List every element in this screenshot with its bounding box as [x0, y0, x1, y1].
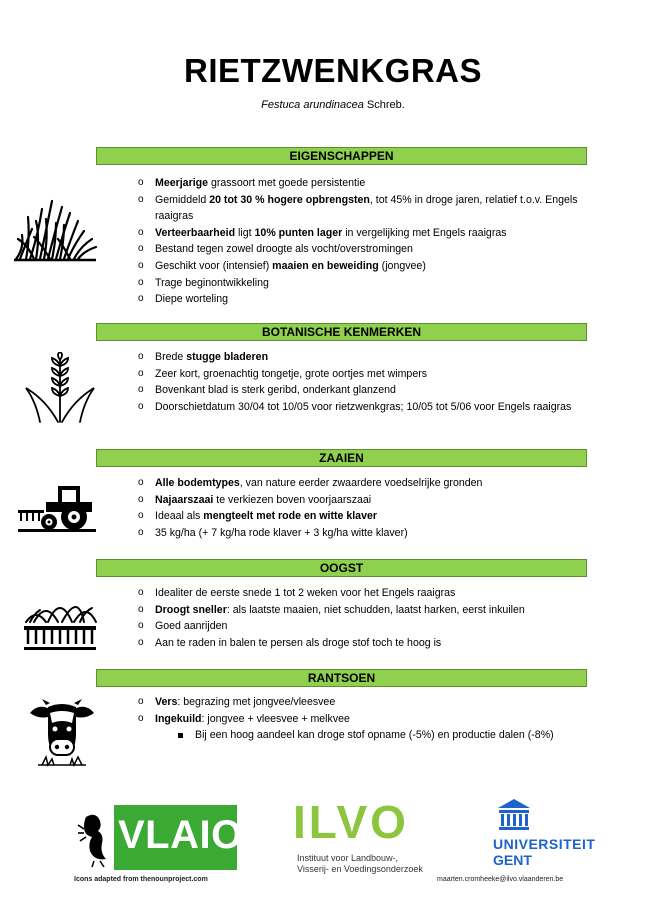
list-item	[138, 492, 588, 509]
circle-bullet-icon: o	[138, 696, 144, 707]
circle-bullet-icon: o	[138, 587, 144, 598]
bold-text: Ingekuild	[155, 712, 202, 725]
item-text: Idealiter de eerste snede 1 tot 2 weken voor het Engels raaigras	[155, 587, 456, 599]
item-text: Brede	[155, 351, 187, 363]
list-item	[138, 349, 588, 366]
item-text: Geschikt voor (intensief)	[155, 259, 273, 272]
icon-credit: Icons adapted from thenounproject.com	[74, 876, 208, 883]
bold-text: Droogt sneller	[155, 603, 227, 616]
list-rantsoen	[138, 694, 588, 727]
bold-text: Najaarszaai	[155, 493, 214, 506]
list-oogst	[138, 585, 588, 651]
list-item	[138, 225, 588, 242]
list-item	[138, 275, 588, 292]
bold-text: stugge bladeren	[186, 351, 269, 363]
list-item	[138, 694, 588, 711]
page-subtitle	[0, 99, 666, 111]
ilvo-subtitle-line1: Instituut voor Landbouw-,	[297, 853, 399, 863]
section-heading-eigenschappen: EIGENSCHAPPEN	[96, 147, 587, 165]
item-text: Aan te raden in balen te persen als droge stof toch te hoog is	[155, 636, 442, 649]
list-item	[138, 525, 588, 542]
list-item	[138, 382, 588, 399]
circle-bullet-icon: o	[138, 367, 144, 379]
circle-bullet-icon: o	[138, 384, 144, 396]
list-item	[138, 399, 588, 416]
list-eigenschappen	[138, 175, 588, 308]
list-item	[138, 585, 588, 602]
list-item	[138, 175, 588, 192]
item-text: Doorschietdatum 30/04 tot 10/05 voor rietzwenkgras; 10/05 tot 5/06 voor Engels raaigras	[155, 400, 572, 413]
item-text: , van nature eerder zwaardere voedselrijke gronden	[239, 477, 483, 489]
square-bullet-icon	[178, 733, 183, 738]
cow-icon	[28, 699, 96, 767]
circle-bullet-icon: o	[138, 493, 144, 505]
list-item	[138, 366, 588, 383]
item-text: (jongvee)	[378, 259, 426, 272]
grass-icon	[12, 195, 98, 263]
circle-bullet-icon: o	[138, 177, 144, 188]
bold-text: 20 tot 30 % hogere opbrengsten	[209, 193, 370, 206]
list-item	[138, 602, 588, 619]
rantsoen-subitem	[138, 727, 598, 744]
circle-bullet-icon: o	[138, 351, 144, 362]
section-heading-rantsoen: RANTSOEN	[96, 669, 587, 687]
section-heading-botanische-kenmerken: BOTANISCHE KENMERKEN	[96, 323, 587, 341]
item-text: in vergelijking met Engels raaigras	[342, 226, 507, 239]
item-text: Diepe worteling	[155, 293, 229, 306]
vlaio-wordmark: VLAIO	[118, 813, 243, 857]
item-text: Gemiddeld	[155, 193, 210, 206]
section-heading-zaaien: ZAAIEN	[96, 449, 587, 467]
bold-text: Meerjarige	[155, 177, 208, 189]
bold-text: 10% punten lager	[254, 226, 343, 239]
author-name: Schreb.	[363, 99, 405, 111]
list-item	[138, 508, 588, 525]
page-title: RIETZWENKGRAS	[184, 52, 482, 89]
circle-bullet-icon: o	[138, 620, 144, 632]
item-text: ligt	[235, 226, 255, 239]
circle-bullet-icon: o	[138, 259, 144, 271]
item-text: : jongvee + vleesvee + melkvee	[201, 712, 350, 725]
section-heading-oogst: OOGST	[96, 559, 587, 577]
list-item	[138, 618, 588, 635]
circle-bullet-icon: o	[138, 226, 144, 238]
latin-name: Festuca arundinacea	[261, 99, 364, 111]
tractor-icon	[18, 484, 96, 532]
ilvo-wordmark: ILVO	[293, 796, 409, 848]
circle-bullet-icon: o	[138, 276, 144, 288]
list-item	[138, 241, 588, 258]
circle-bullet-icon: o	[138, 510, 144, 522]
item-text: Ideaal als	[155, 510, 204, 523]
subitem-text: Bij een hoog aandeel kan droge stof opname (-5%) en productie dalen (-8%)	[195, 729, 554, 741]
list-item	[138, 258, 588, 275]
item-text: , tot 45% in droge jaren, relatief t.o.v. Engels raaigras	[155, 193, 578, 223]
circle-bullet-icon: o	[138, 400, 144, 412]
bold-text: Vers	[155, 696, 178, 708]
list-botanische-kenmerken	[138, 349, 588, 415]
list-item	[138, 635, 588, 652]
wheat-icon	[22, 352, 98, 424]
list-zaaien	[138, 475, 588, 541]
item-text: Bestand tegen zowel droogte als vocht/overstromingen	[155, 243, 413, 256]
harvest-icon	[22, 592, 98, 654]
item-text: te verkiezen boven voorjaarszaai	[213, 493, 372, 506]
item-text: Bovenkant blad is sterk geribd, onderkant glanzend	[155, 384, 396, 397]
circle-bullet-icon: o	[138, 293, 144, 305]
circle-bullet-icon: o	[138, 526, 144, 538]
item-text: Trage beginontwikkeling	[155, 276, 269, 289]
circle-bullet-icon: o	[138, 712, 144, 724]
circle-bullet-icon: o	[138, 243, 144, 255]
bold-text: maaien en beweiding	[272, 259, 379, 272]
item-text: grassoort met goede persistentie	[208, 177, 366, 189]
ilvo-subtitle-line2: Visserij- en Voedingsonderzoek	[297, 864, 423, 874]
ugent-wordmark-line1: UNIVERSITEIT	[493, 836, 596, 852]
list-item	[138, 711, 588, 728]
bold-text: mengteelt met rode en witte klaver	[203, 510, 377, 523]
circle-bullet-icon: o	[138, 477, 144, 488]
item-text: Zeer kort, groenachtig tongetje, grote oortjes met wimpers	[155, 367, 428, 380]
item-text: : als laatste maaien, niet schudden, laatst harken, eerst inkuilen	[226, 603, 525, 616]
item-text: Goed aanrijden	[155, 620, 228, 633]
bold-text: Verteerbaarheid	[155, 226, 236, 239]
list-item	[138, 192, 588, 225]
bold-text: Alle bodemtypes	[155, 477, 240, 489]
ugent-building-icon	[497, 798, 531, 832]
circle-bullet-icon: o	[138, 193, 144, 205]
item-text: 35 kg/ha (+ 7 kg/ha rode klaver + 3 kg/ha witte klaver)	[155, 526, 408, 539]
ugent-wordmark-line2: GENT	[493, 852, 532, 868]
list-item	[138, 475, 588, 492]
circle-bullet-icon: o	[138, 603, 144, 615]
circle-bullet-icon: o	[138, 636, 144, 648]
list-item	[138, 291, 588, 308]
item-text: : begrazing met jongvee/vleesvee	[177, 696, 336, 708]
contact-email[interactable]: maarten.cromheeke@ilvo.vlaanderen.be	[437, 876, 564, 883]
